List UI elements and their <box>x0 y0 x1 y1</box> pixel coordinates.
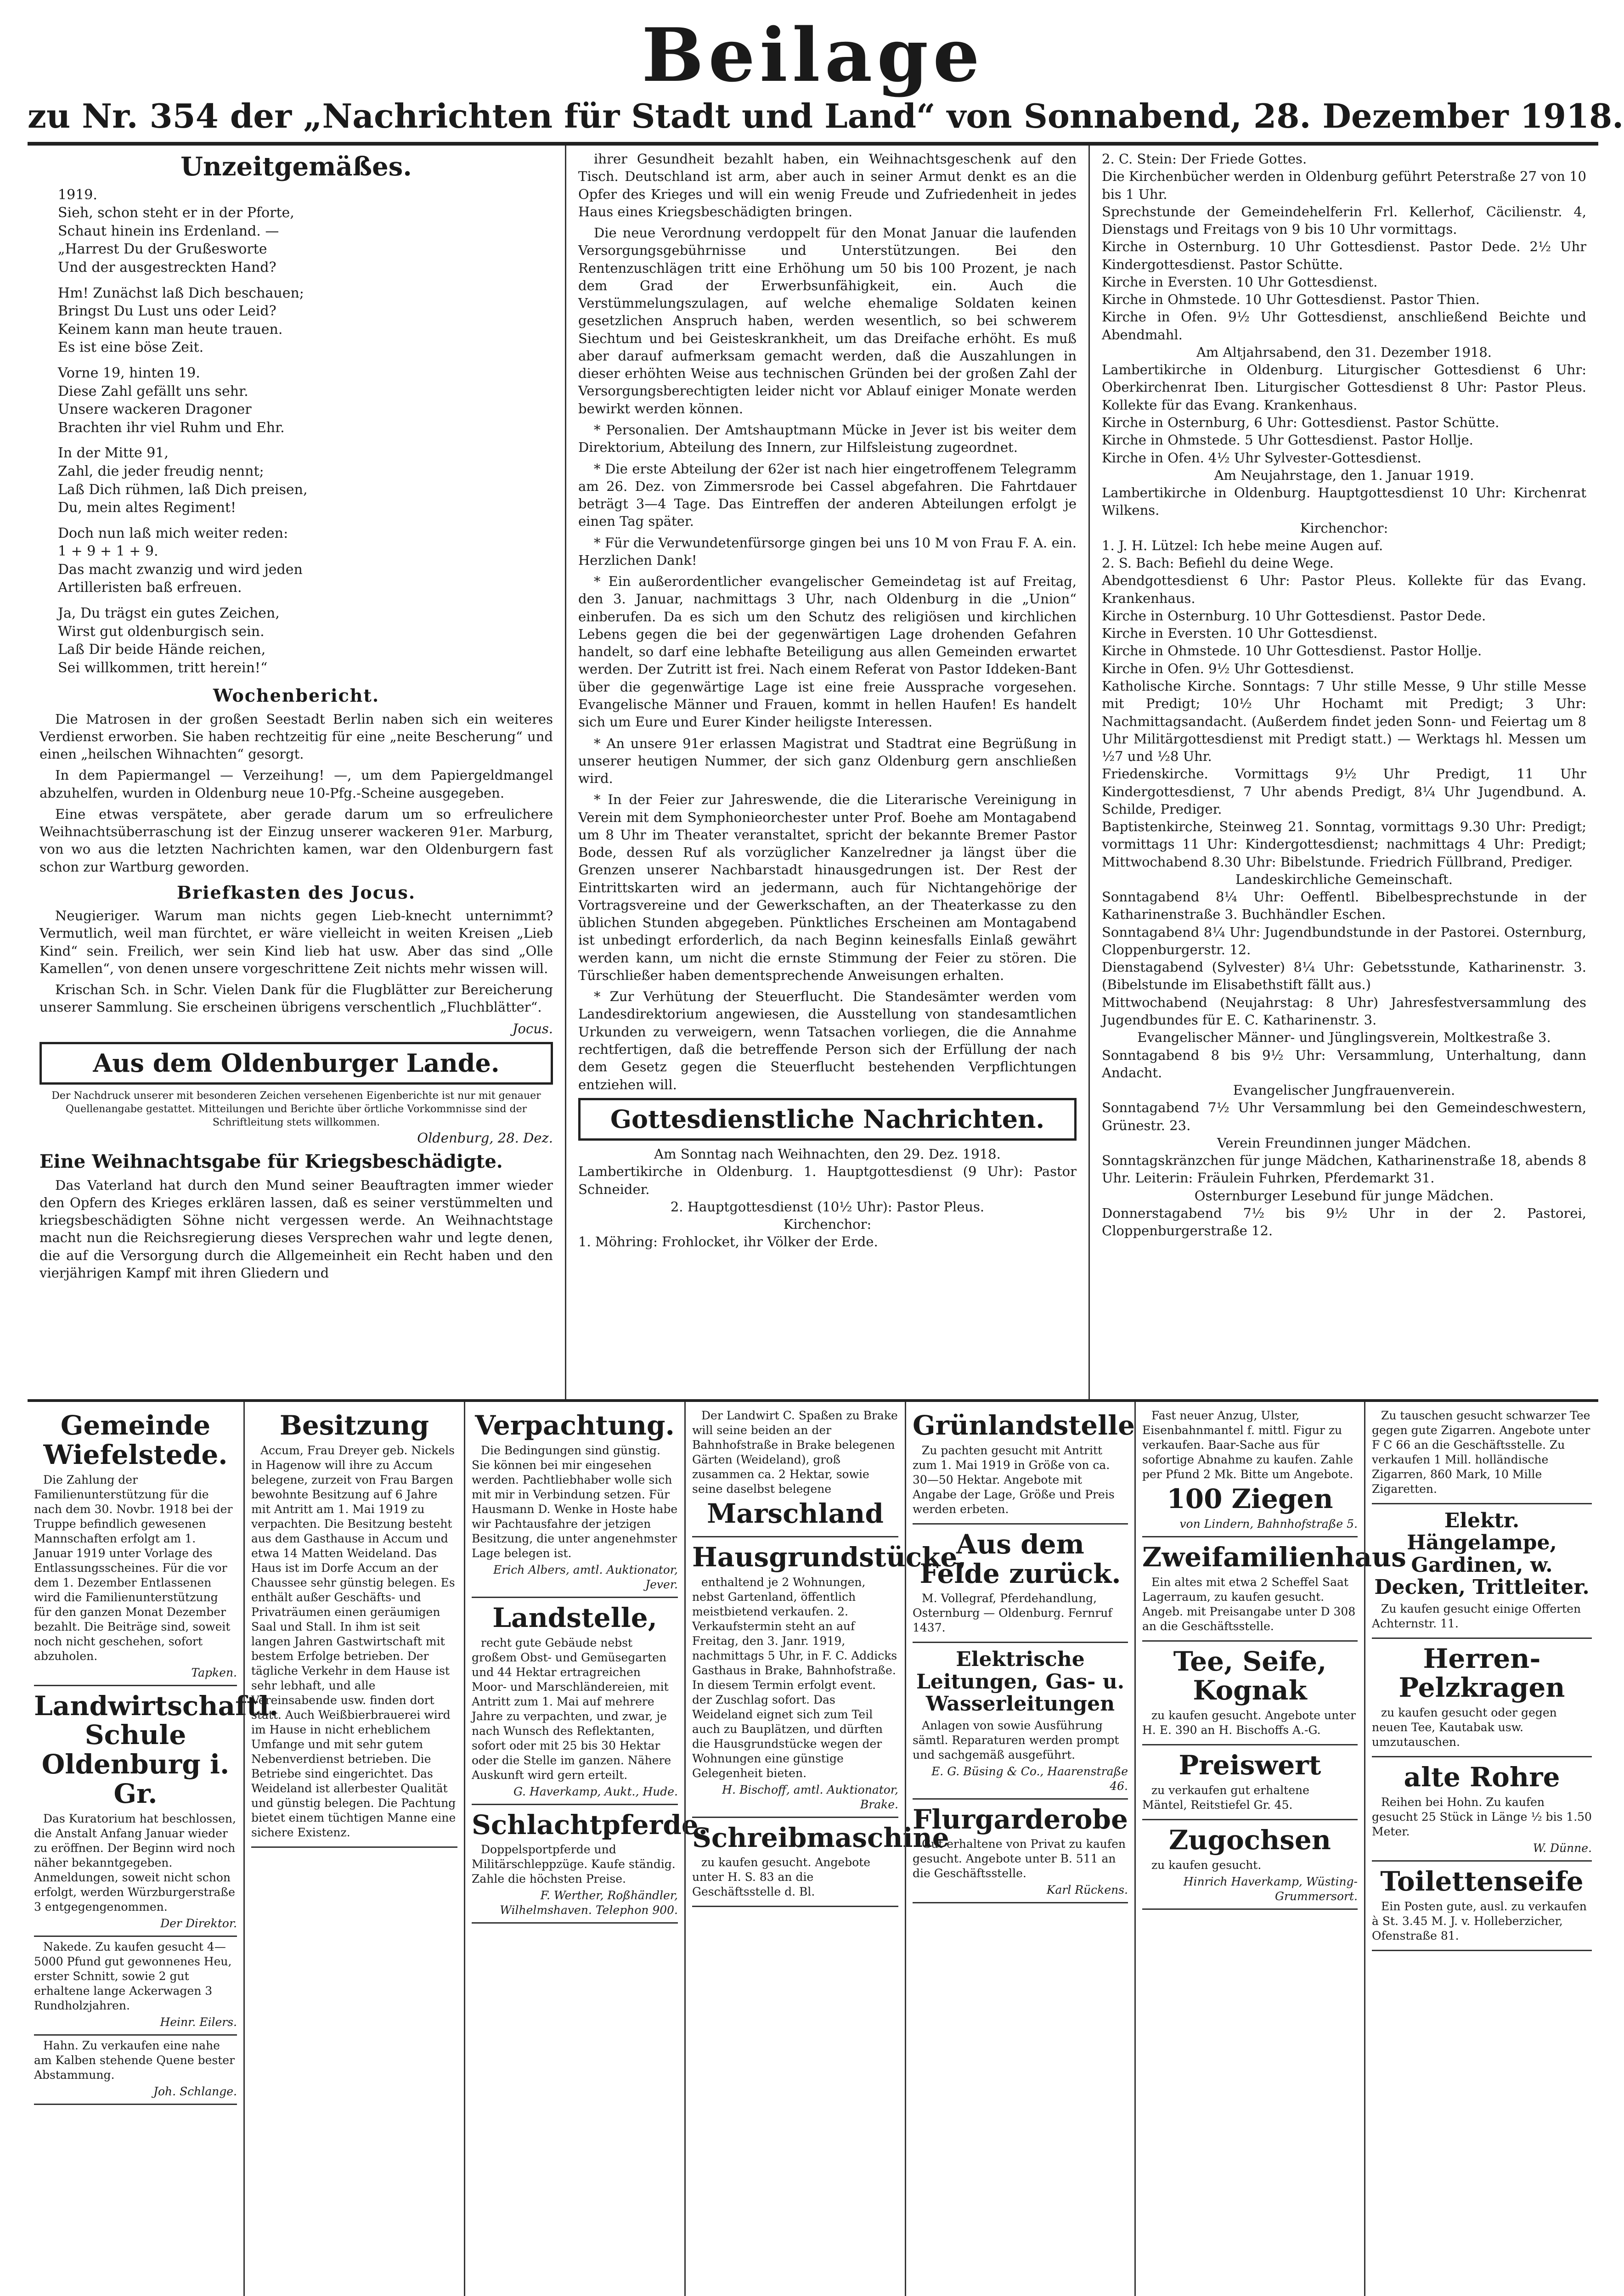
service-line: Evangelischer Jungfrauenverein. <box>1233 1082 1455 1098</box>
service-line: Kirche in Ofen. 4½ Uhr Sylvester-Gottesdienst. <box>1102 450 1421 466</box>
service-line: Kirche in Ohmstede. 10 Uhr Gottesdienst. Pastor Hollje. <box>1102 643 1482 659</box>
service-line: Lambertikirche in Oldenburg. Hauptgottesdienst 10 Uhr: Kirchenrat Wilkens. <box>1102 485 1586 518</box>
ad-signature: Joh. Schlange. <box>153 2084 237 2098</box>
ad-text: zu kaufen gesucht. Angebote unter H. E. 390 an H. Bischoffs A.-G. <box>1142 1709 1356 1737</box>
service-line: Kirche in Ofen. 9½ Uhr Gottesdienst. <box>1102 660 1354 676</box>
ad-headline: Elektr. Hängelampe, Gardinen, w. Decken, Trittleiter. <box>1374 1509 1590 1599</box>
service-line: Am Neujahrstage, den 1. Januar 1919. <box>1214 467 1474 483</box>
advertisement <box>34 1686 279 1937</box>
advertisement <box>1142 1537 1406 1642</box>
ad-text: Ein altes mit etwa 2 Scheffel Saat Lagerraum, zu kaufen gesucht. Angeb. mit Preisangabe unter D 308 an die Geschäftsstelle. <box>1142 1575 1356 1633</box>
ad-headline: Preiswert <box>1179 1750 1321 1781</box>
ad-text: M. Vollegraf, Pferdehandlung, Osternburg — Oldenburg. Fernruf 1437. <box>913 1592 1112 1635</box>
section-heading: Briefkasten des Jocus. <box>176 882 416 903</box>
paragraph: Die Matrosen in der großen Seestadt Berlin naben sich ein weiteres Verdienst erworben. Sie haben rechtzeitig für eine „neite Bescherung“ und einen „heilschen Wihnachten“ gesorgt. <box>39 711 553 762</box>
service-line: Donnerstagabend 7½ bis 9½ Uhr in der 2. Pastorei, Cloppenburgerstraße 12. <box>1102 1205 1586 1239</box>
ad-headline: Marschland <box>707 1498 884 1529</box>
service-line: Osternburger Lesebund für junge Mädchen. <box>1194 1187 1494 1204</box>
poem <box>39 186 553 677</box>
ad-headline: Aus dem Felde zurück. <box>919 1528 1121 1589</box>
ad-signature: Erich Albers, amtl. Auktionator, Jever. <box>493 1563 678 1591</box>
service-line: Sonntagabend 7½ Uhr Versammlung bei den Gemeindeschwestern, Grünestr. 23. <box>1102 1100 1586 1133</box>
ad-text: Accum, Frau Dreyer geb. Nickels in Hagenow will ihre zu Accum belegene, zurzeit von Frau Bargen bewohnte Besitzung auf 6 Jahre mit Antritt am 1. Mai 1919 zu verpachten. Die Besitzung besteht aus dem Gasthause in Accum und etwa 14 Matten Weideland. Das Haus ist im Dorfe Accum an der Chaussee sehr günstig belegen. Es enthält außer Geschäfts- und Privaträumen einen geräumigen Saal und Stall. In ihm ist seit langen Jahren Gastwirtschaft mit bestem Erfolge betrieben. Der tägliche Verkehr in dem Hause ist sehr lebhaft, und alle Vereinsabende usw. finden dort statt. Auch Weißbierbrauerei wird im Hause in nicht erheblichem Umfange und mit sehr gutem Nebenverdienst betrieben. Die Betriebe sind eingerichtet. Das Weideland ist allerbester Qualität und günstig belegen. Die Pachtung bietet einem tüchtigen Manne eine sichere Existenz. <box>251 1443 456 1839</box>
advertisement <box>34 1406 237 1686</box>
masthead-rule <box>28 142 1598 146</box>
paragraph: Am Sonntag nach Weihnachten, den 29. Dez. 1918. <box>654 1146 1001 1162</box>
advertisements <box>28 1402 1598 2296</box>
ad-text: enthaltend je 2 Wohnungen, nebst Gartenland, öffentlich meistbietend verkaufen. 2. Verkaufstermin steht an auf Freitag, den 3. Janr. 1919, nachmittags 5 Uhr, in F. C. Addicks Gasthaus in Brake, Bahnhofstraße. In diesem Termin erfolgt event. der Zuschlag sofort. Das Weideland eignet sich zum Teil auch zu Bauplätzen, und dürften die Hausgrundstücke wegen der Wohnungen eine günstige Gelegenheit bieten. <box>692 1575 897 1780</box>
signature: Jocus. <box>512 1020 553 1036</box>
paragraph: * Personalien. Der Amtshauptmann Mücke in Jever ist bis weiter dem Direktorium, Abteilung des Innern, zur Hilfsleistung zugeordnet. <box>578 422 1077 456</box>
paragraph: Kirchenchor: <box>783 1216 872 1232</box>
section-heading: Wochenbericht. <box>213 685 380 706</box>
advertisement <box>1142 1745 1358 1820</box>
service-line: Kirche in Osternburg, 6 Uhr: Gottesdienst. Pastor Schütte. <box>1102 414 1500 430</box>
ad-headline: 100 Ziegen <box>1167 1483 1333 1514</box>
poem-title: Unzeitgemäßes. <box>180 152 412 182</box>
ad-headline: Schlachtpferde. <box>472 1809 708 1840</box>
paragraph: In dem Papiermangel — Verzeihung! —, um dem Papiergeldmangel abzuhelfen, wurden in Oldenburg neue 10-Pfg.-Scheine ausgegeben. <box>39 767 553 801</box>
ad-headline: Toilettenseife <box>1380 1865 1584 1897</box>
ad-text: zu kaufen gesucht. <box>1151 1858 1262 1872</box>
ad-headline: Hausgrundstücke, <box>692 1541 967 1573</box>
ad-signature: Heinr. Eilers. <box>160 2015 237 2029</box>
ad-text: Das Kuratorium hat beschlossen, die Anstalt Anfang Januar wieder zu eröffnen. Der Beginn wird noch näher bekanntgegeben. Anmeldungen, soweit nicht schon erfolgt, werden Würzburgerstraße 3 entgegengenommen. <box>34 1812 236 1913</box>
ad-signature: Tapken. <box>191 1666 237 1679</box>
advertisement <box>472 1598 678 1805</box>
advertisement <box>1142 1406 1358 1537</box>
ad-text: Fast neuer Anzug, Ulster, Eisenbahnmantel f. mittl. Figur zu verkaufen. Baar-Sache aus für sofortige Abnahme zu kaufen. Zahle per Pfund 2 Mk. Bitte um Angebote. <box>1142 1409 1353 1481</box>
service-line: Friedenskirche. Vormittags 9½ Uhr Predigt, 11 Uhr Kindergottesdienst, 7 Uhr abends Predigt, 8¼ Uhr Jugendbund. A. Schilde, Prediger. <box>1102 766 1586 817</box>
service-line: Die Kirchenbücher werden in Oldenburg geführt Peterstraße 27 von 10 bis 1 Uhr. <box>1102 169 1586 202</box>
advertisement <box>1372 1639 1592 1758</box>
service-line: Sonntagabend 8¼ Uhr: Jugendbundstunde in der Pastorei. Osternburg, Cloppenburgerstr. 12. <box>1102 924 1586 957</box>
ad-text: Anlagen von sowie Ausführung sämtl. Reparaturen werden prompt und sachgemäß ausgeführt. <box>913 1718 1119 1761</box>
ad-text: zu kaufen gesucht oder gegen neuen Tee, Kautabak usw. umzutauschen. <box>1372 1706 1557 1749</box>
advertisement <box>34 1937 237 2036</box>
service-line: Sonntagabend 8 bis 9½ Uhr: Versammlung, Unterhaltung, dann Andacht. <box>1102 1047 1586 1080</box>
ad-headline: Herren-Pelzkragen <box>1398 1643 1565 1704</box>
ad-headline: Zweifamilienhaus <box>1142 1541 1406 1573</box>
ad-signature: G. Haverkamp, Aukt., Hude. <box>513 1784 678 1798</box>
masthead <box>28 0 1624 146</box>
ad-headline: Landwirtschaftl. Schule Oldenburg i. Gr. <box>34 1690 279 1809</box>
service-line: Lambertikirche in Oldenburg. Liturgischer Gottesdienst 6 Uhr: Oberkirchenrat Iben. Liturgischer Gottesdienst 8 Uhr: Pastor Pleus. Kollekte für das Evang. Krankenhaus. <box>1102 362 1586 413</box>
service-line: Kirche in Ofen. 9½ Uhr Gottesdienst, anschließend Beichte und Abendmahl. <box>1102 309 1586 343</box>
ad-text: Zu pachten gesucht mit Antritt zum 1. Mai 1919 in Größe von ca. 30—50 Hektar. Angebote mit Angabe der Lage, Größe und Preis werden erbeten. <box>913 1443 1115 1516</box>
newspaper-page <box>28 0 1624 2296</box>
paragraph: * In der Feier zur Jahreswende, die die Literarische Vereinigung in Verein mit dem Symphonieorchester unter Prof. Boehe am Montagabend um 8 Uhr im Theater veranstaltet, spricht der bekannte Bremer Pastor Bode, dessen Ruf als vorzüglicher Kanzelredner ja längst über die Grenzen unserer Nachbarstadt hinausgedrungen ist. Der Rest der Eintrittskarten wird an jedermann, auch für Nichtangehörige der Vortragsvereine und der Gewerkschaften, an der Theaterkasse zu den üblichen Stunden abgegeben. Pünktliches Erscheinen am Montagabend ist unbedingt erforderlich, da nach Beginn keinesfalls Einlaß gewährt werden kann, um nicht die ernste Stimmung der Feier zu stören. Die Türschließer haben dementsprechende Anweisungen erhalten. <box>578 792 1077 983</box>
advertisement <box>1372 1757 1592 1862</box>
ad-text: Reihen bei Hohn. Zu kaufen gesucht 25 Stück in Länge ½ bis 1.50 Meter. <box>1372 1795 1592 1838</box>
service-line: Kirche in Eversten. 10 Uhr Gottesdienst. <box>1102 625 1378 642</box>
advertisement <box>34 2036 237 2105</box>
paragraph: Neugieriger. Warum man nichts gegen Lieb-knecht unternimmt? Vermutlich, weil man fürchtet, er wäre vielleicht in weiten Kreisen „Lieb Kind“ sein. Freilich, wer sein Kind lieb hat usw. Aber das sind „Olle Kamellen“, von denen unsere vorgeschrittene Zeit nichts mehr wissen will. <box>39 908 553 976</box>
reprint-note: Der Nachdruck unserer mit besonderen Zeichen versehenen Eigenberichte ist nur mit genauer Quellenangabe gestattet. Mitteilungen und Berichte über örtliche Vorkommnisse sind der Schriftleitung stets willkommen. <box>51 1090 541 1129</box>
section-box-title: Aus dem Oldenburger Lande. <box>39 1042 553 1085</box>
ad-headline: Gemeinde Wiefelstede. <box>43 1410 228 1470</box>
article-title: Eine Weihnachtsgabe für Kriegsbeschädigte. <box>39 1150 503 1172</box>
service-line: Abendgottesdienst 6 Uhr: Pastor Pleus. Kollekte für das Evang. Krankenhaus. <box>1102 573 1586 606</box>
advertisement <box>472 1406 678 1598</box>
advertisement <box>692 1406 898 1537</box>
paragraph: Die neue Verordnung verdoppelt für den Monat Januar die laufenden Versorgungsgebührnisse und Unterstützungen. Bei den Rentenzuschlägen tritt eine Erhöhung um 50 bis 100 Prozent, je nach dem Grad der Erwerbsunfähigkeit, ein. Auch die Verstümmelungszulagen, auf welche ehemalige Soldaten keinen gesetzlichen Anspruch haben, werden wesentlich, so bei schwerem Siechtum und bei Geisteskrankheit, um das Dreifache erhöht. Es muß aber darauf aufmerksam gemacht werden, daß die Auszahlungen in dieser erhöhten Weise aus technischen Gründen bei der großen Zahl der Versorgungsberechtigten leider nicht vor Ablauf einiger Monate werden bewirkt werden können. <box>578 225 1077 416</box>
ad-headline: Elektrische Leitungen, Gas- u. Wasserleitungen <box>916 1648 1125 1716</box>
column-1 <box>28 146 565 1399</box>
poem-stanza: 1919. Sieh, schon steht er in der Pforte, Schaut hinein ins Erdenland. — „Harrest Du der Grußesworte Und der ausgestreckten Hand? <box>58 186 294 276</box>
article-columns <box>28 146 1598 1402</box>
advertisement <box>1142 1820 1358 1910</box>
service-line: Sprechstunde der Gemeindehelferin Frl. Kellerhof, Cäcilienstr. 4, Dienstags und Freitags von 9 bis 10 Uhr vormittags. <box>1102 203 1586 237</box>
ad-text: Zu kaufen gesucht einige Offerten Achternstr. 11. <box>1372 1602 1581 1630</box>
service-line: 2. C. Stein: Der Friede Gottes. <box>1102 151 1307 167</box>
ad-text: Hahn. Zu verkaufen eine nahe am Kalben stehende Quene bester Abstammung. <box>34 2038 235 2082</box>
service-line: 1. J. H. Lützel: Ich hebe meine Augen auf. <box>1102 537 1383 553</box>
advertisement <box>1372 1504 1592 1639</box>
service-line: Kirche in Eversten. 10 Uhr Gottesdienst. <box>1102 274 1378 290</box>
ad-signature: Hinrich Haverkamp, Wüsting-Grummersort. <box>1183 1874 1358 1903</box>
advertisement <box>1372 1406 1592 1504</box>
service-line: Am Altjahrsabend, den 31. Dezember 1918. <box>1196 344 1492 360</box>
ad-headline: Landstelle, <box>492 1602 657 1633</box>
service-line: Kirchenchor: <box>1300 520 1388 536</box>
poem-stanza: In der Mitte 91, Zahl, die jeder freudig nennt; Laß Dich rühmen, laß Dich preisen, Du, mein altes Regiment! <box>58 445 308 516</box>
dateline: Oldenburg, 28. Dez. <box>417 1130 553 1146</box>
ad-signature: von Lindern, Bahnhofstraße 5. <box>1179 1517 1358 1531</box>
paragraph: Krischan Sch. in Schr. Vielen Dank für die Flugblätter zur Bereicherung unserer Sammlung. Sie erscheinen übrigens verschentlich „Fluchblätter“. <box>39 982 553 1015</box>
advertisement <box>913 1525 1128 1643</box>
ad-text: zu kaufen gesucht. Angebote unter H. S. 83 an die Geschäftsstelle d. Bl. <box>692 1856 871 1899</box>
ad-text: Die Bedingungen sind günstig. Sie können bei mir eingesehen werden. Pachtliebhaber wolle sich mit mir in Verbindung setzen. Für Hausmann D. Wenke in Hoste habe wir Pachtausfahre der jetzigen Besitzung, die unter angenehmster Lage belegen ist. <box>472 1443 678 1560</box>
service-line: Landeskirchliche Gemeinschaft. <box>1235 871 1453 887</box>
paragraph: Das Vaterland hat durch den Mund seiner Beauftragten immer wieder den Opfern des Krieges erklären lassen, daß es seiner verstümmelten und kriegsbeschädigten Söhne nicht vergessen werde. An Weihnachtstage macht nun die Reichsregierung dieses Versprechen wahr und legte denen, die auf die Versorgung durch die Allgemeinheit ein Recht haben und den vierjährigen Kampf mit ihren Gliedern und <box>39 1177 553 1281</box>
service-line: Kirche in Ohmstede. 5 Uhr Gottesdienst. Pastor Hollje. <box>1102 432 1473 448</box>
ad-headline: Tee, Seife, Kognak <box>1173 1645 1327 1706</box>
ad-text: Nakede. Zu kaufen gesucht 4—5000 Pfund gut gewonnenes Heu, erster Schnitt, sowie 2 gut erhaltene lange Ackerwagen 3 Rundholzjahren. <box>34 1940 232 2012</box>
ad-column-6 <box>1134 1402 1406 2296</box>
paragraph: ihrer Gesundheit bezahlt haben, ein Weihnachtsgeschenk auf den Tisch. Deutschland ist arm, aber auch in seiner Armut denkt es an die Opfer des Krieges und will ein wenig Freude und Zufriedenheit in jedes Haus eines Kriegsbeschädigten bringen. <box>578 151 1077 219</box>
ad-text: Die Zahlung der Familienunterstützung für die nach dem 30. Novbr. 1918 bei der Truppe befindlich gewesenen Mannschaften erfolgt am 1. Januar 1919 unter Vorlage des Entlassungsscheines. Für die vor dem 1. Dezember Entlassenen wird die Familienunterstützung für den ganzen Monat Dezember bezahlt. Die Beiträge sind, soweit noch nicht geschehen, sofort abzuholen. <box>34 1473 233 1663</box>
ad-headline: Schreibmaschine <box>692 1822 949 1853</box>
ad-text: Zu tauschen gesucht schwarzer Tee gegen gute Zigarren. Angebote unter F C 66 an die Geschäftsstelle. Zu verkaufen 1 Mill. holländische Zigarren, 860 Mark, 10 Mille Zigaretten. <box>1372 1409 1590 1496</box>
ad-text: Gut erhaltene von Privat zu kaufen gesucht. Angebote unter B. 511 an die Geschäftsstelle. <box>913 1837 1126 1880</box>
ad-text: Doppelsportpferde und Militärschleppzüge. Kaufe ständig. Zahle die höchsten Preise. <box>472 1843 676 1886</box>
ad-column-5 <box>905 1402 1134 2296</box>
ad-signature: H. Bischoff, amtl. Auktionator, Brake. <box>722 1783 898 1811</box>
service-line: Sonntagabend 8¼ Uhr: Oeffentl. Bibelbesprechstunde in der Katharinenstraße 3. Buchhändler Eschen. <box>1102 889 1586 923</box>
advertisement <box>1142 1642 1358 1746</box>
advertisement <box>913 1406 1135 1525</box>
ad-signature: E. G. Büsing & Co., Haarenstraße 46. <box>931 1764 1128 1793</box>
paragraph: 1. Möhring: Frohlocket, ihr Völker der Erde. <box>578 1234 878 1250</box>
service-line: Evangelischer Männer- und Jünglingsverein, Moltkestraße 3. <box>1137 1030 1551 1046</box>
service-line: Verein Freundinnen junger Mädchen. <box>1217 1135 1472 1151</box>
paragraph: * An unsere 91er erlassen Magistrat und Stadtrat eine Begrüßung in unserer heutigen Nummer, der sich ganz Oldenburg gern anschließen wird. <box>578 735 1077 787</box>
ad-headline: Grünlandstelle <box>913 1410 1135 1441</box>
ad-column-2 <box>243 1402 464 2296</box>
poem-stanza: Vorne 19, hinten 19. Diese Zahl gefällt uns sehr. Unsere wackeren Dragoner Brachten ihr viel Ruhm und Ehr. <box>58 365 285 436</box>
service-line: Katholische Kirche. Sonntags: 7 Uhr stille Messe, 9 Uhr stille Messe mit Predigt; 10½ Uhr Hochamt mit Predigt; 3 Uhr: Nachmittagsandacht. (Außerdem findet jeden Sonn- und Feiertag um 8 Uhr Militärgottesdienst mit Predigt statt.) — Werktags hl. Messen um ½7 und ½8 Uhr. <box>1102 678 1586 765</box>
advertisement <box>1372 1862 1592 1951</box>
ad-signature: Der Direktor. <box>160 1916 237 1930</box>
poem-stanza: Ja, Du trägst ein gutes Zeichen, Wirst gut oldenburgisch sein. Laß Dir beide Hände reichen, Sei willkommen, tritt herein!“ <box>58 605 280 676</box>
service-line: Sonntagskränzchen für junge Mädchen, Katharinenstraße 18, abends 8 Uhr. Leiterin: Fräulein Fuhrken, Pferdemarkt 31. <box>1102 1153 1586 1186</box>
ad-headline: Besitzung <box>279 1410 429 1441</box>
advertisement <box>251 1406 457 1848</box>
service-line: Kirche in Osternburg. 10 Uhr Gottesdienst. Pastor Dede. 2½ Uhr Kindergottesdienst. Pastor Schütte. <box>1102 239 1586 272</box>
ad-text: recht gute Gebäude nebst großem Obst- und Gemüsegarten und 44 Hektar ertragreichen Moor- und Marschländereien, mit Antritt zum 1. Mai auf mehrere Jahre zu verpachten, und zwar, je nach Wunsch des Reflektanten, sofort oder mit 25 bis 30 Hektar oder die Stelle im ganzen. Nähere Auskunft wird gern erteilt. <box>472 1636 671 1782</box>
advertisement <box>692 1537 967 1818</box>
advertisement <box>913 1800 1128 1904</box>
column-2 <box>565 146 1088 1399</box>
ad-column-3 <box>464 1402 708 2296</box>
advertisement <box>913 1643 1128 1799</box>
ad-headline: Zugochsen <box>1169 1824 1331 1856</box>
paragraph: * Für die Verwundetenfürsorge gingen bei uns 10 M von Frau F. A. ein. Herzlichen Dank! <box>578 535 1077 568</box>
service-line: Dienstagabend (Sylvester) 8¼ Uhr: Gebetsstunde, Katharinenstr. 3. (Bibelstunde im Elisabethstift fällt aus.) <box>1102 959 1586 993</box>
paragraph: Eine etwas verspätete, aber gerade darum um so erfreulichere Weihnachtsüberraschung ist der Einzug unserer wackeren 91er. Marburg, von wo aus die letzten Nachrichten kamen, war den Oldenburgern fast schon zur Wartburg geworden. <box>39 806 553 875</box>
service-line: Kirche in Osternburg. 10 Uhr Gottesdienst. Pastor Dede. <box>1102 608 1486 624</box>
ad-text: Der Landwirt C. Spaßen zu Brake will seine beiden an der Bahnhofstraße in Brake belegenen Gärten (Weideland), groß zusammen ca. 2 Hektar, sowie seine daselbst belegene <box>692 1409 898 1496</box>
ad-text: Ein Posten gute, ausl. zu verkaufen à St. 3.45 M. J. v. Holleberzicher, Ofenstraße 81. <box>1372 1899 1587 1942</box>
poem-stanza: Doch nun laß mich weiter reden: 1 + 9 + 1 + 9. Das macht zwanzig und wird jeden Artilleristen baß erfreuen. <box>58 525 303 596</box>
page-title: Beilage <box>642 12 984 98</box>
ad-headline: alte Rohre <box>1404 1761 1560 1793</box>
ad-text: zu verkaufen gut erhaltene Mäntel, Reitstiefel Gr. 45. <box>1142 1783 1309 1812</box>
ad-column-4 <box>684 1402 967 2296</box>
paragraph: Lambertikirche in Oldenburg. 1. Hauptgottesdienst (9 Uhr): Pastor Schneider. <box>578 1164 1077 1197</box>
section-box-title: Gottesdienstliche Nachrichten. <box>578 1098 1077 1141</box>
paragraph: 2. Hauptgottesdienst (10½ Uhr): Pastor Pleus. <box>670 1199 985 1215</box>
poem-stanza: Hm! Zunächst laß Dich beschauen; Bringst Du Lust uns oder Leid? Keinem kann man heute trauen. Es ist eine böse Zeit. <box>58 285 304 356</box>
ad-column-7 <box>1364 1402 1598 2296</box>
paragraph: * Zur Verhütung der Steuerflucht. Die Standesämter werden vom Landesdirektorium angewiesen, die Ausstellung von standesamtlichen Urkunden zu verweigern, wenn Tatsachen vorliegen, die die Annahme rechtfertigen, daß die betreffende Person sich der Erfüllung der nach dem Gesetz gegen die Steuerflucht bestehenden Verpflichtungen entziehen will. <box>578 989 1077 1092</box>
page-subtitle: zu Nr. 354 der „Nachrichten für Stadt und Land“ von Sonnabend, 28. Dezember 1918. <box>28 96 1624 135</box>
ad-signature: Karl Rückens. <box>1046 1883 1128 1897</box>
service-line: Mittwochabend (Neujahrstag: 8 Uhr) Jahresfestversammlung des Jugendbundes für E. C. Katharinenstr. 3. <box>1102 994 1586 1028</box>
service-line: Baptistenkirche, Steinweg 21. Sonntag, vormittags 9.30 Uhr: Predigt; vormittags 11 Uhr: Kindergottesdienst; nachmittags 4 Uhr: Predigt; Mittwochabend 8.30 Uhr: Bibelstunde. Friedrich Füllbrand, Prediger. <box>1102 819 1586 870</box>
ad-headline: Verpachtung. <box>475 1410 675 1441</box>
paragraph: * Die erste Abteilung der 62er ist nach hier eingetroffenem Telegramm am 26. Dez. von Zimmersrode bei Cassel abgefahren. Die Fahrtdauer beträgt 3—4 Tage. Das Eintreffen der anderen Abteilungen erfolgt je einen Tag später. <box>578 461 1077 529</box>
service-line: Kirche in Ohmstede. 10 Uhr Gottesdienst. Pastor Thien. <box>1102 292 1480 308</box>
ad-signature: W. Dünne. <box>1533 1841 1592 1855</box>
paragraph: * Ein außerordentlicher evangelischer Gemeindetag ist auf Freitag, den 3. Januar, nachmittags 3 Uhr, nach Oldenburg in die „Union“ einberufen. Da es sich um den Schutz des religiösen und kirchlichen Lebens gegen die bei der gegenwärtigen Lage drohenden Gefahren handelt, so darf eine lebhafte Beteiligung aus allen Gemeinden erwartet werden. Der Zutritt ist frei. Nach einem Referat von Pastor Iddeken-Bant über die gegenwärtige Lage ist eine freie Aussprache vorgesehen. Evangelische Männer und Frauen, kommt in hellen Haufen! Es handelt sich um Eure und Eurer Kinder heiligste Interessen. <box>578 574 1077 730</box>
ad-column-1 <box>28 1402 279 2296</box>
column-3 <box>1088 146 1598 1399</box>
ad-headline: Flurgarderobe <box>913 1803 1128 1835</box>
ad-signature: F. Werther, Roßhändler, Wilhelmshaven. Telephon 900. <box>500 1889 678 1917</box>
service-line: 2. S. Bach: Befiehl du deine Wege. <box>1102 555 1334 571</box>
advertisement <box>472 1805 708 1924</box>
advertisement <box>692 1818 949 1908</box>
